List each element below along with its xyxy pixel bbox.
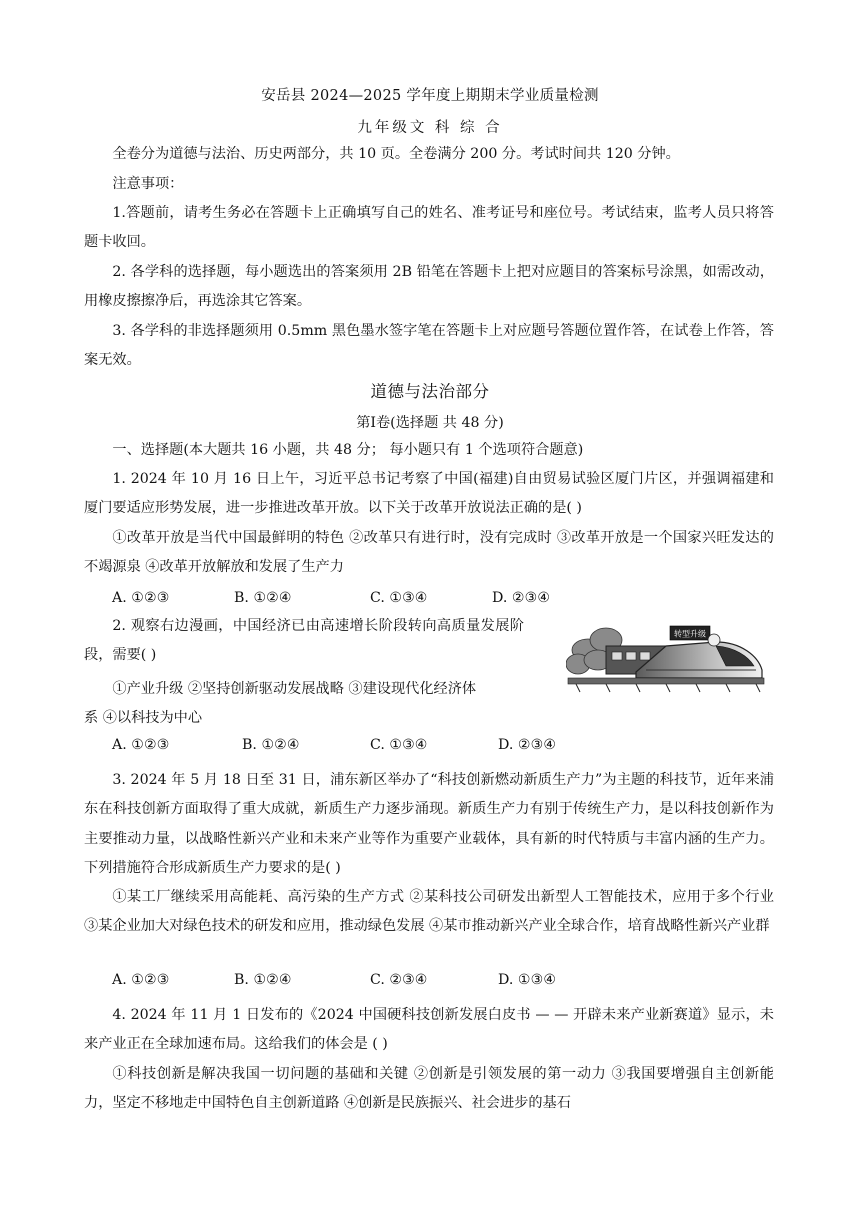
question-1-items: ①改革开放是当代中国最鲜明的特色 ②改革只有进行时，没有完成时 ③改革开放是一个国家兴旺发达的不竭源泉 ④改革开放解放和发展了生产力 [84, 530, 774, 576]
question-1-option-c[interactable]: C. ①③④ [370, 590, 428, 606]
question-1-option-b[interactable]: B. ①②④ [234, 590, 292, 606]
question-3-option-a[interactable]: A. ①②③ [112, 972, 170, 988]
notice-2: 2. 各学科的选择题，每小题选出的答案须用 2B 铅笔在答题卡上把对应题目的答案标号涂黑，如需改动，用橡皮擦擦净后，再选涂其它答案。 [84, 264, 774, 310]
exam-subtitle: 九年级文 科 综 合 [357, 120, 503, 136]
question-1-stem: 1. 2024 年 10 月 16 日上午，习近平总书记考察了中国(福建)自由贸易试验区厦门片区，并强调福建和厦门要适应形势发展，进一步推进改革开放。以下关于改革开放说法正确的是( ) [84, 471, 774, 517]
question-2-option-d[interactable]: D. ②③④ [498, 737, 557, 753]
question-4-items: ①科技创新是解决我国一切问题的基础和关键 ②创新是引领发展的第一动力 ③我国要增强自主创新能力，坚定不移地走中国特色自主创新道路 ④创新是民族振兴、社会进步的基石 [84, 1066, 774, 1112]
question-2-items-line2: 系 ④以科技为中心 [84, 710, 203, 726]
question-3-option-b[interactable]: B. ①②④ [234, 972, 292, 988]
railway-track-shape [568, 678, 764, 684]
question-2-option-b[interactable]: B. ①②④ [242, 737, 300, 753]
question-3-stem: 3. 2024 年 5 月 18 日至 31 日，浦东新区举办了“科技创新燃动新质生产力”为主题的科技节，近年来浦东在科技创新方面取得了重大成就，新质生产力逐步涌现。新质生产力有别于传统生产力，是以科技创新作为主要推动力量，以战略性新兴产业和未来产业等作为重要产业载体，具有新的时代特质与丰富内涵的生产力。下列措施符合形成新质生产力要求的是( ) [84, 772, 774, 877]
driver-figure-shape [708, 634, 720, 646]
exam-title: 安岳县 2024—2025 学年度上期期末学业质量检测 [261, 88, 599, 104]
question-3-items: ①某工厂继续采用高能耗、高污染的生产方式 ②某科技公司研发出新型人工智能技术，应用于多个行业 ③某企业加大对绿色技术的研发和应用，推动绿色发展 ④某市推动新兴产业全球合作，培育战略性新兴产业群 [84, 889, 774, 935]
question-3-option-d[interactable]: D. ①③④ [498, 972, 557, 988]
train-cartoon-image [566, 616, 766, 698]
transformation-sign-text: 转型升级 [674, 629, 706, 639]
question-1-option-d[interactable]: D. ②③④ [492, 590, 551, 606]
section-instruction: 一、选择题(本大题共 16 小题，共 48 分； 每小题只有 1 个选项符合题意) [112, 442, 584, 458]
question-2-stem: 2. 观察右边漫画，中国经济已由高速增长阶段转向高质量发展阶段，需要( ) [84, 618, 524, 664]
question-4-stem: 4. 2024 年 11 月 1 日发布的《2024 中国硬科技创新发展白皮书 — — 开辟未来产业新赛道》显示，未来产业正在全球加速布局。这给我们的体会是 ( ) [84, 1007, 774, 1053]
section-title: 道德与法治部分 [370, 382, 490, 401]
section-volume: 第Ⅰ卷(选择题 共 48 分) [356, 415, 504, 431]
question-3-option-c[interactable]: C. ②③④ [370, 972, 428, 988]
question-2-option-a[interactable]: A. ①②③ [112, 737, 170, 753]
question-1-option-a[interactable]: A. ①②③ [112, 590, 170, 606]
notice-3: 3. 各学科的非选择题须用 0.5mm 黑色墨水签字笔在答题卡上对应题号答题位置作答，在试卷上作答，答案无效。 [84, 323, 774, 369]
question-2-items-line1: ①产业升级 ②坚持创新驱动发展战略 ③建设现代化经济体 [112, 681, 477, 697]
notice-heading: 注意事项： [112, 176, 184, 192]
notice-1: 1.答题前，请考生务必在答题卡上正确填写自己的姓名、准考证号和座位号。考试结束，监考人员只将答题卡收回。 [84, 205, 774, 251]
question-2-option-c[interactable]: C. ①③④ [370, 737, 428, 753]
intro-text: 全卷分为道德与法治、历史两部分，共 10 页。全卷满分 200 分。考试时间共 120 分钟。 [112, 146, 680, 162]
